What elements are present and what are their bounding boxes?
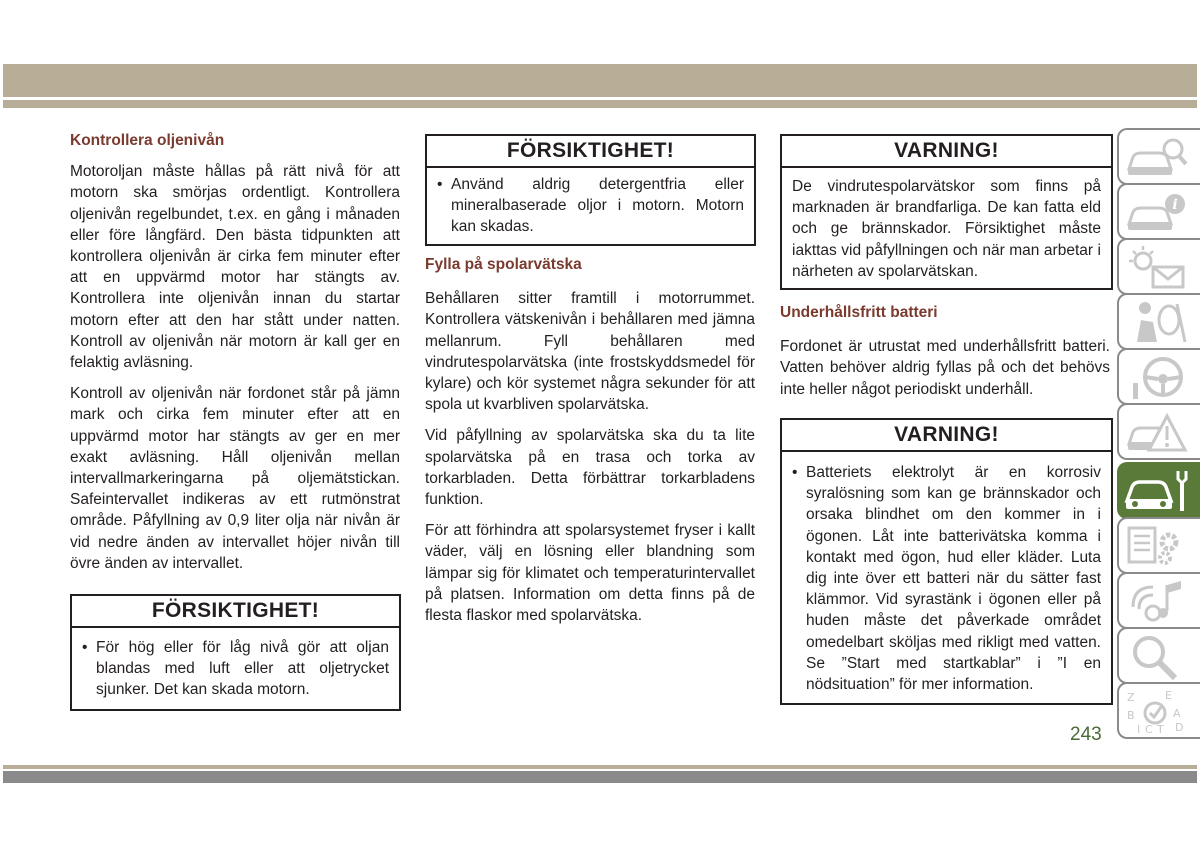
car-crash-warning-icon — [1123, 408, 1193, 458]
column-2 — [425, 254, 755, 636]
index-letter: A — [1173, 707, 1181, 720]
warning-title: VARNING! — [782, 420, 1111, 452]
caution-box-oil-type — [425, 134, 756, 246]
settings-list-gear-icon — [1123, 522, 1193, 572]
warning-title: VARNING! — [782, 136, 1111, 168]
paragraph: Vid påfyllning av spolarvätska ska du ta lite spolarvätska på en trasa och torka av torkarbladen. Detta förbättrar torkarbladens funktion. — [425, 427, 755, 509]
footer-line — [3, 771, 1197, 783]
paragraph: Behållaren sitter framtill i motorrummet. Kontrollera vätskenivån i behållaren med jämna mellanrum. Fyll behållaren med vindrutespolarvätska (inte frostskyddsmedel för kylare) och kör systemet några sekunder för att spola ut kvarbliven spolarvätska. — [425, 290, 755, 414]
paragraph: Fordonet är utrustat med underhållsfritt batteri. Vatten behöver aldrig fyllas på och det behövs inte heller något periodiskt underhåll. — [780, 338, 1110, 398]
tab-settings-list[interactable] — [1117, 517, 1200, 574]
tab-search[interactable] — [1117, 627, 1200, 684]
warning-lights-mail-icon — [1123, 243, 1193, 293]
alphabet-index-icon — [1123, 687, 1193, 737]
tab-car-info[interactable] — [1117, 183, 1200, 240]
header-line — [3, 100, 1197, 108]
steering-wheel-icon — [1123, 353, 1193, 403]
warning-text: Batteriets elektrolyt är en korrosiv syralösning som kan ge brännskador och orsaka blindhet om den kommer in i ögonen. Låt inte batterivätska komma i kontakt med ögon, hud eller kläder. Luta dig inte över ett batteri när du sätter fast klämmor. Vid syrastänk i ögonen eller på huden måste det påverkade området omedelbart sköljas med rikligt med vatten. Se ”Start med startkablar” i ”I en nödsituation” för mer information. — [806, 464, 1101, 694]
car-info-icon — [1123, 188, 1193, 238]
car-wrench-icon — [1123, 467, 1193, 517]
airbag-person-icon — [1123, 298, 1193, 348]
page-number: 243 — [1070, 724, 1102, 745]
bullet-icon: • — [82, 639, 88, 656]
bullet-icon: • — [437, 176, 443, 193]
caution-title: FÖRSIKTIGHET! — [427, 136, 754, 168]
tab-car-search[interactable] — [1117, 128, 1200, 185]
index-letter: Z — [1127, 691, 1135, 704]
index-letter: I — [1137, 723, 1141, 736]
section-heading-oil: Kontrollera oljenivån — [70, 132, 225, 149]
tab-airbag[interactable] — [1117, 293, 1200, 350]
paragraph: Kontroll av oljenivån när fordonet står på jämn mark och cirka fem minuter efter att en uppvärmd motor har stängts av ger en mer exakt avläsning. Håll oljenivån mellan intervallmarkeringarna på oljemätstickan. Safeintervallet indikeras av ett rutmönstrat område. Påfyllning av 0,9 liter olja när nivån är vid nedre änden av intervallet höjer nivån till övre änden av intervallet. — [70, 385, 400, 572]
tab-crash-warning[interactable] — [1117, 403, 1200, 460]
warning-box-battery — [780, 418, 1113, 705]
caution-text: Använd aldrig detergentfria eller mineralbaserade oljor i motorn. Motorn kan skadas. — [451, 176, 744, 236]
magnifier-icon — [1123, 632, 1193, 682]
caution-bullet — [82, 637, 389, 701]
section-heading-battery: Underhållsfritt batteri — [780, 304, 938, 321]
footer-band — [3, 765, 1197, 769]
warning-box-washer-fluid — [780, 134, 1113, 290]
tab-media[interactable] — [1117, 572, 1200, 629]
tab-steering[interactable] — [1117, 348, 1200, 405]
caution-bullet — [437, 174, 744, 238]
index-letter: T — [1157, 723, 1164, 736]
column-3 — [780, 302, 1110, 410]
media-music-icon — [1123, 577, 1193, 627]
tab-index[interactable] — [1117, 682, 1200, 739]
column-1 — [70, 130, 400, 584]
index-letter: B — [1127, 709, 1135, 722]
svg-text:i: i — [1172, 197, 1178, 213]
header-band — [3, 64, 1197, 97]
bullet-icon: • — [792, 464, 798, 481]
warning-text: De vindrutespolarvätskor som finns på marknaden är brandfarliga. De kan fatta eld och ge brännskador. Försiktighet måste iakttas vid påfyllningen och när man arbetar i närheten av spolarvätskan. — [792, 178, 1101, 280]
warning-bullet — [792, 462, 1101, 695]
caution-title: FÖRSIKTIGHET! — [72, 596, 399, 628]
tab-warning-lights[interactable] — [1117, 238, 1200, 295]
index-letter: D — [1175, 721, 1184, 734]
index-letter: E — [1165, 689, 1172, 702]
tab-maintenance-active[interactable] — [1117, 462, 1200, 519]
caution-text: För hög eller för låg nivå gör att oljan blandas med luft eller att oljetrycket sjunker. Det kan skada motorn. — [96, 639, 389, 699]
index-letter: C — [1145, 723, 1153, 736]
caution-box-oil-level — [70, 594, 401, 711]
paragraph: Motoroljan måste hållas på rätt nivå för att motorn ska smörjas ordentligt. Kontrollera oljenivån regelbundet, t.ex. en gång i månaden eller före långfärd. Den bästa tidpunkten att kontrollera oljenivån är cirka fem minuter efter att en uppvärmd motor har stängts av. Kontrollera inte oljenivån innan du startar motorn efter att den har stått under natten. Kontroll av oljenivån när motorn är kall ger en felaktig avläsning. — [70, 163, 400, 372]
paragraph: För att förhindra att spolarsystemet fryser i kallt väder, välj en lösning eller blandning som lämpar sig för klimatet och temperaturintervallet på platsen. Information om detta finns på de flesta flaskor med spolarvätska. — [425, 522, 755, 625]
car-search-icon — [1123, 133, 1193, 183]
section-heading-washer: Fylla på spolarvätska — [425, 256, 582, 273]
